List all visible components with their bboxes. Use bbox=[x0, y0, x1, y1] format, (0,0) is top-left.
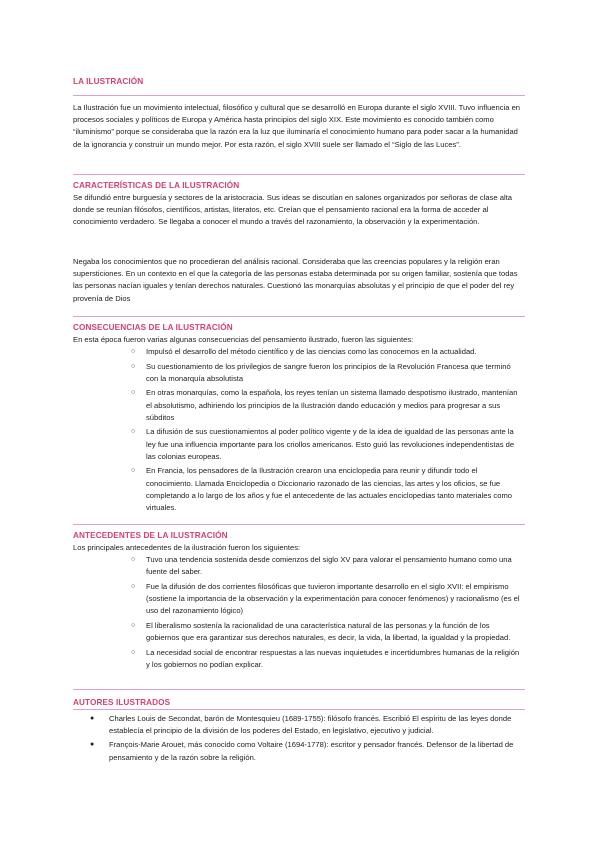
consecuencias-list bbox=[73, 346, 525, 517]
autores-list bbox=[73, 713, 525, 766]
section-divider bbox=[73, 524, 525, 525]
paragraph-caracteristicas-1: Se difundió entre burguesía y sectores de la aristocracia. Sus ideas se discutían en salones organizados por señoras de clase alta donde se reunían filósofos, científicos, artistas, literatos, etc. Creían que el pensamiento racional era la forma de acceder al conocimiento verdadero. Se llegaba a conocer el mundo a través del razonamiento, la observación y la experimentación. bbox=[73, 193, 513, 227]
dot-bullet-icon: ● bbox=[90, 715, 95, 722]
circle-bullet-icon: ○ bbox=[131, 582, 136, 590]
consecuencias-intro: En esta época fueron varias algunas consecuencias del pensamiento ilustrado, fueron las siguientes: bbox=[73, 335, 414, 344]
section-title-antecedentes: ANTECEDENTES DE LA ILUSTRACIÓN bbox=[73, 531, 228, 540]
section-title-la-ilustracion: LA ILUSTRACIÓN bbox=[73, 77, 144, 86]
list-item: ○ Tuvo una tendencia sostenida desde comienzos del siglo XV para valorar el pensamiento humano como una fuente del saber. bbox=[131, 555, 512, 577]
dot-bullet-icon: ● bbox=[90, 741, 95, 749]
circle-bullet-icon: ○ bbox=[131, 621, 136, 629]
section-divider bbox=[73, 316, 525, 317]
list-item: ● François-Marie Arouet, más conocido como Voltaire (1694-1778): escritor y pensador francés. Defensor de la libertad de pensamiento y de la razón sobre la religión. bbox=[90, 740, 514, 762]
circle-bullet-icon: ○ bbox=[131, 389, 136, 397]
section-title-caracteristicas: CARACTERÍSTICAS DE LA ILUSTRACIÓN bbox=[73, 181, 240, 190]
list-item: ○ Impulsó el desarrollo del método científico y de las ciencias como las conocemos en la actualidad. bbox=[73, 346, 525, 358]
section-title-consecuencias: CONSECUENCIAS DE LA ILUSTRACIÓN bbox=[73, 323, 233, 332]
antecedentes-list bbox=[73, 554, 525, 673]
antecedentes-intro: Los principales antecedentes de la ilustración fueron los siguientes: bbox=[73, 543, 301, 552]
circle-bullet-icon: ○ bbox=[131, 428, 136, 436]
paragraph-intro: La Ilustración fue un movimiento intelectual, filosófico y cultural que se desarrolló en Europa durante el siglo XVIII. Tuvo influencia en procesos sociales y políticos de Europa y América hasta principios del siglo XIX. Este movimiento es conocido también como “iluminismo” porque se consideraba que la razón era la luz que iluminaría el conocimiento humano para poder sacar a la humanidad de la ignorancia y construir un mundo mejor. Por esta razón, el siglo XVIII suele ser llamado el “Siglo de las Luces”. bbox=[73, 103, 521, 149]
section-divider bbox=[73, 689, 525, 690]
circle-bullet-icon: ○ bbox=[131, 648, 136, 656]
circle-bullet-icon: ○ bbox=[131, 556, 136, 563]
circle-bullet-icon: ○ bbox=[131, 467, 136, 475]
section-title-autores: AUTORES ILUSTRADOS bbox=[73, 698, 171, 707]
list-item: ○ El liberalismo sostenía la racionalidad de una característica natural de las personas y la función de los gobiernos que era garantizar sus derechos naturales, es decir, la vida, la libertad, la igualdad y la propiedad. bbox=[131, 620, 511, 642]
list-item: ○ En otras monarquías, como la española, los reyes tenían un sistema llamado despotismo ilustrado, mantenían el absolutismo, adhiriendo los principios de la Ilustración dando educación y medios para progresar a sus súbditos bbox=[131, 388, 518, 422]
section-divider bbox=[73, 709, 525, 710]
circle-bullet-icon: ○ bbox=[131, 362, 136, 370]
list-item: ○ Su cuestionamiento de los privilegios de sangre fueron los principios de la Revolución Francesa que terminó con la monarquía absolutista bbox=[131, 361, 511, 383]
list-item: ○ La difusión de sus cuestionamientos al poder político vigente y de la idea de igualdad de las personas ante la ley fue una influencia importante para los criollos americanos. Esto guió las revoluciones independentistas de las colonias europeas. bbox=[131, 427, 515, 461]
list-item: ● Charles Louis de Secondat, barón de Montesquieu (1689-1755): filósofo francés. Escribió El espíritu de las leyes donde establecía el principio de la división de los poderes del Estado, en legislativo, ejecutivo y judicial. bbox=[90, 714, 512, 736]
section-divider bbox=[73, 174, 525, 175]
list-item: ○ La necesidad social de encontrar respuestas a las nuevas inquietudes e incertidumbres humanas de la religión y los gobiernos no podían explicar. bbox=[131, 647, 520, 669]
section-divider bbox=[73, 95, 525, 96]
list-item: ○ En Francia, los pensadores de la Ilustración crearon una enciclopedia para reunir y difundir todo el conocimiento. Llamada Enciclopedia o Diccionario razonado de las ciencias, las artes y los oficios, se fue completando a lo largo de los años y fue el antecedente de las actuales enciclopedias tanto materiales como virtuales. bbox=[131, 466, 512, 512]
paragraph-caracteristicas-2: Negaba los conocimientos que no procedieran del análisis racional. Consideraba que las creencias populares y la religión eran supersticiones. En un contexto en el que la categoría de las personas estaba determinada por su origen familiar, sostenía que todas las personas nacían iguales y tenían derechos naturales. Cuestionó las monarquías absolutas y el principio de que el poder del rey provenía de Dios bbox=[73, 257, 518, 303]
circle-bullet-icon: ○ bbox=[131, 348, 136, 355]
list-item: ○ Fue la difusión de dos corrientes filosóficas que tuvieron importante desarrollo en el siglo XVII: el empirismo (sostiene la importancia de la observación y la experimentación para conocer fenómenos) y racionalismo (es el uso del razonamiento lógico) bbox=[131, 581, 520, 616]
